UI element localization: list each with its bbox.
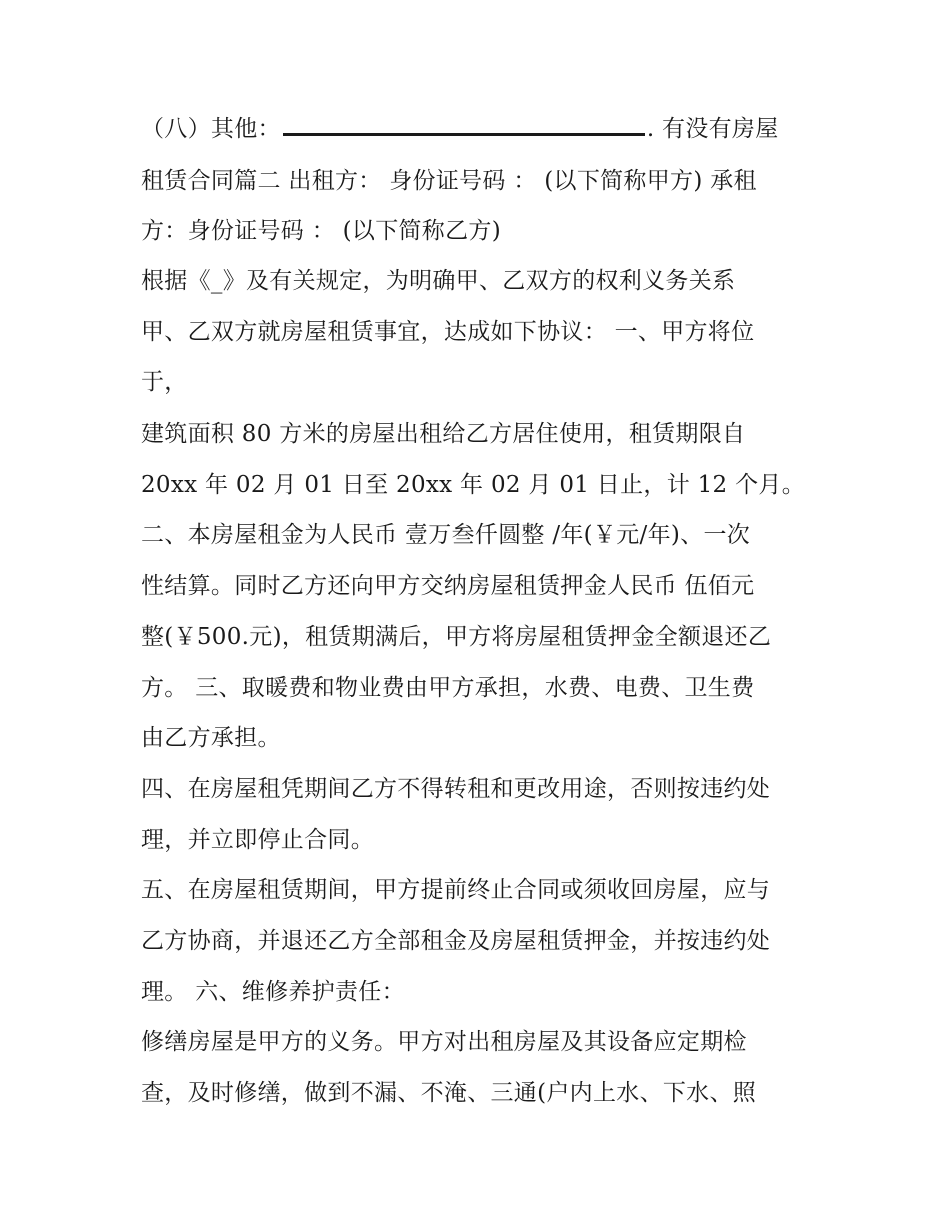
text-line-17: 乙方协商，并退还乙方全部租金及房屋租赁押金，并按违约处 (141, 928, 771, 954)
text-line-4: 根据《_》及有关规定，为明确甲、乙双方的权利义务关系 (141, 268, 736, 294)
text-line-11: 整(￥500.元)，租赁期满后，甲方将房屋租赁押金全额退还乙 (141, 624, 772, 650)
text-line-20: 查，及时修缮，做到不漏、不淹、三通(户内上水、下水、照 (141, 1080, 757, 1106)
text-line-12: 方。 三、取暖费和物业费由甲方承担，水费、电费、卫生费 (141, 675, 755, 701)
text-line-14: 四、在房屋租凭期间乙方不得转租和更改用途，否则按违约处 (141, 776, 771, 802)
text-line-16: 五、在房屋租赁期间，甲方提前终止合同或须收回房屋，应与 (141, 877, 771, 903)
text-line-15: 理，并立即停止合同。 (141, 827, 374, 853)
text-line-3: 方：身份证号码 ： (以下简称乙方) (141, 218, 501, 244)
text-line-13: 由乙方承担。 (141, 725, 281, 751)
text-line-8: 20xx 年 02 月 01 日至 20xx 年 02 月 01 日止，计 12 个月。 (141, 472, 805, 498)
text-line-6: 于， (141, 369, 188, 395)
text-line-7: 建筑面积 80 方米的房屋出租给乙方居住使用，租赁期限自 (141, 421, 746, 447)
text-line-2: 租赁合同篇二 出租方： 身份证号码 ： (以下简称甲方) 承租 (141, 168, 757, 194)
text-line-1-start: （八）其他： (141, 116, 281, 142)
text-line-18: 理。 六、维修养护责任： (141, 979, 405, 1005)
fill-in-blank (283, 117, 645, 136)
text-line-10: 性结算。同时乙方还向甲方交纳房屋租赁押金人民币 伍佰元 (141, 573, 755, 599)
text-line-19: 修缮房屋是甲方的义务。甲方对出租房屋及其设备应定期检 (141, 1029, 747, 1055)
text-line-9: 二、本房屋租金为人民币 壹万叁仟圆整 /年(￥元/年)、一次 (141, 522, 751, 548)
text-line-5: 甲、乙双方就房屋租赁事宜，达成如下协议： 一、甲方将位 (141, 319, 755, 345)
text-line-1 (141, 114, 779, 144)
text-line-1-end: . 有没有房屋 (646, 116, 779, 142)
